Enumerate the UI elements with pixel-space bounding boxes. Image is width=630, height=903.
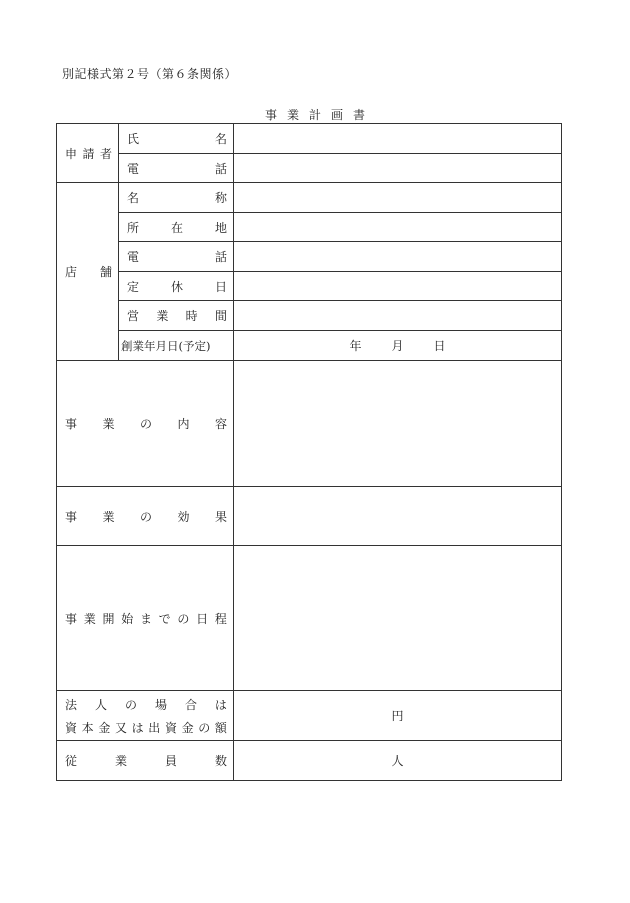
store-location-field[interactable] — [234, 213, 562, 242]
store-holiday-field[interactable] — [234, 272, 562, 301]
employees-row — [57, 741, 562, 781]
store-hours-row — [57, 301, 562, 331]
store-name-row — [57, 183, 562, 213]
schedule-field[interactable] — [234, 546, 562, 691]
month-marker: 月 — [391, 339, 404, 353]
applicant-phone-field[interactable] — [234, 154, 562, 183]
business-effect-row — [57, 487, 562, 546]
business-content-label: 事 業 の 内 容 — [57, 361, 234, 487]
store-founding-field[interactable] — [234, 331, 562, 361]
form-reference: 別記様式第２号（第６条関係） — [62, 67, 238, 81]
applicant-name-label: 氏 名 — [119, 124, 234, 154]
yen-unit: 円 — [391, 709, 404, 723]
business-effect-field[interactable] — [234, 487, 562, 546]
document-title: 事業計画書 — [264, 108, 375, 122]
year-marker: 年 — [349, 339, 362, 353]
schedule-row — [57, 546, 562, 691]
employees-label: 従 業 員 数 — [57, 741, 234, 781]
applicant-name-field[interactable] — [234, 124, 562, 154]
day-marker: 日 — [433, 339, 446, 353]
store-name-field[interactable] — [234, 183, 562, 213]
applicant-group-label: 申 請 者 — [57, 124, 119, 183]
store-holiday-row — [57, 272, 562, 301]
store-name-label: 名 称 — [119, 183, 234, 213]
store-phone-label: 電 話 — [119, 242, 234, 272]
capital-label: 法 人 の 場 合 は 資 本 金 又 は 出 資 金 の 額 — [57, 691, 234, 741]
store-hours-label: 営 業 時 間 — [119, 301, 234, 331]
store-founding-row — [57, 331, 562, 361]
store-hours-field[interactable] — [234, 301, 562, 331]
store-location-row — [57, 213, 562, 242]
schedule-label: 事 業 開 始 ま で の 日 程 — [57, 546, 234, 691]
store-phone-row — [57, 242, 562, 272]
capital-row — [57, 691, 562, 741]
store-phone-field[interactable] — [234, 242, 562, 272]
store-location-label: 所 在 地 — [119, 213, 234, 242]
applicant-phone-label: 電 話 — [119, 154, 234, 183]
business-plan-table — [56, 123, 562, 781]
capital-field[interactable] — [234, 691, 562, 741]
store-holiday-label: 定 休 日 — [119, 272, 234, 301]
business-effect-label: 事 業 の 効 果 — [57, 487, 234, 546]
applicant-phone-row — [57, 154, 562, 183]
person-unit: 人 — [391, 754, 404, 768]
store-group-label: 店 舗 — [57, 183, 119, 361]
business-content-field[interactable] — [234, 361, 562, 487]
employees-field[interactable] — [234, 741, 562, 781]
store-founding-label: 創業年月日(予定) — [119, 331, 234, 361]
business-content-row — [57, 361, 562, 487]
applicant-name-row — [57, 124, 562, 154]
